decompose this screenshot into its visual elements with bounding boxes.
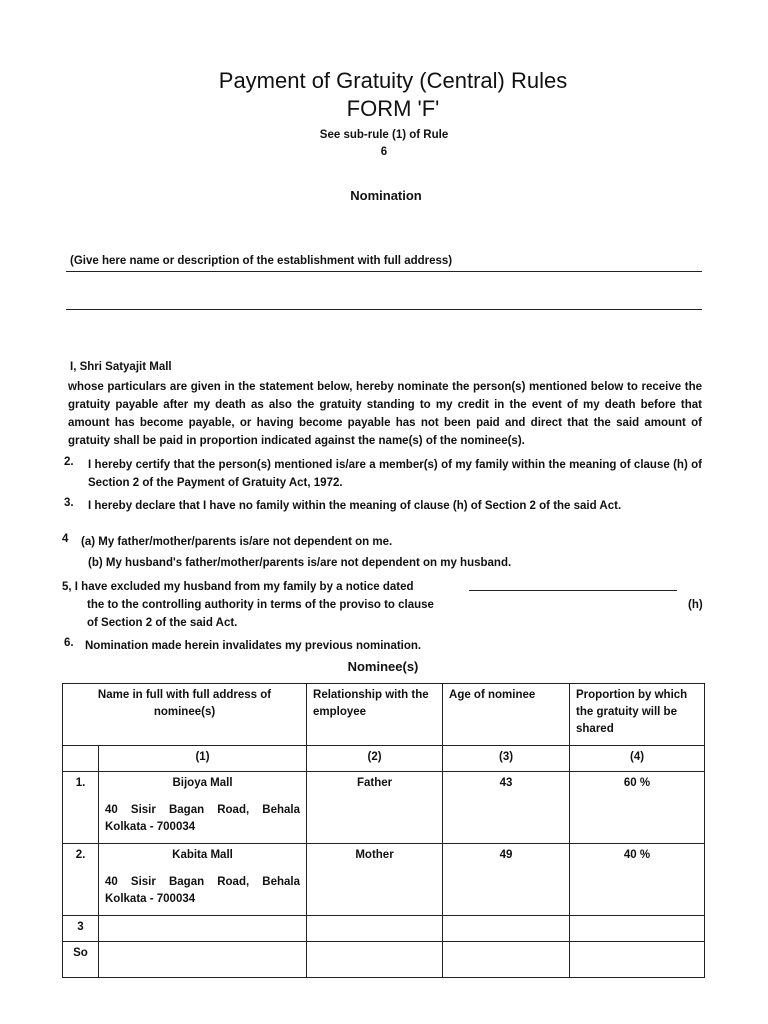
cell-empty — [307, 942, 443, 978]
nomination-paragraph: whose particulars are given in the statement below, hereby nominate the person(s) mentioned below to receive the gratuity payable after my death as also the gratuity standing to my credit in the event of my death before that amount has become payable, or having become payable has not been paid and direct that the said amount of gratuity shall be paid in proportion indicated against the name(s) of the nominee(s). — [68, 381, 702, 447]
establishment-line-2 — [66, 309, 702, 310]
cell-empty — [307, 916, 443, 942]
item-3-number: 3. — [64, 497, 74, 509]
col-number-3: (3) — [443, 746, 570, 772]
establishment-line-1 — [66, 271, 702, 272]
nominee-address: 40 Sisir Bagan Road, Behala Kolkata - 700034 — [105, 876, 301, 905]
nominee-relationship: Father — [307, 772, 443, 844]
item-5-line-3: of Section 2 of the said Act. — [87, 617, 238, 629]
header-name: Name in full with full address of nominee(s) — [63, 684, 307, 746]
row-serial: 2. — [63, 844, 99, 916]
nominee-table — [62, 683, 705, 978]
nominee-cell — [99, 844, 307, 916]
nominee-address: 40 Sisir Bagan Road, Behala Kolkata - 700034 — [105, 804, 301, 833]
subrule-line-1: See sub-rule (1) of Rule — [319, 129, 449, 141]
subrule-line-2: 6 — [380, 146, 388, 158]
col-number-1: (1) — [99, 746, 307, 772]
item-4a-text: (a) My father/mother/parents is/are not dependent on me. — [81, 536, 393, 548]
cell-empty — [570, 942, 705, 978]
notice-date-line — [469, 590, 677, 591]
column-number-row — [63, 746, 705, 772]
nominee-age: 49 — [443, 844, 570, 916]
item-2-number: 2. — [64, 456, 74, 468]
row-serial: 1. — [63, 772, 99, 844]
declarant-name: I, Shri Satyajit Mall — [70, 361, 172, 373]
item-4-number: 4 — [62, 533, 69, 545]
cell-empty — [570, 916, 705, 942]
item-5-line-2: the to the controlling authority in terms of the proviso to clause — [87, 599, 434, 611]
establishment-label: (Give here name or description of the establishment with full address) — [70, 255, 453, 267]
form-name: FORM 'F' — [346, 96, 440, 121]
table-row — [63, 916, 705, 942]
cell-empty — [443, 916, 570, 942]
nominee-age: 43 — [443, 772, 570, 844]
cell-empty — [99, 942, 307, 978]
item-3-text: I hereby declare that I have no family within the meaning of clause (h) of Section 2 of the said Act. — [88, 500, 622, 512]
cell-empty — [99, 916, 307, 942]
nominee-name: Bijoya Mall — [172, 777, 233, 789]
cell-empty — [443, 942, 570, 978]
item-2-text: I hereby certify that the person(s) mentioned is/are a member(s) of my family within the meaning of clause (h) of Section 2 of the Payment of Gratuity Act, 1972. — [88, 459, 702, 489]
subrule-reference — [0, 127, 768, 161]
header-proportion: Proportion by which the gratuity will be shared — [570, 684, 705, 746]
form-title: Payment of Gratuity (Central) Rules — [218, 68, 568, 93]
cell-empty — [63, 746, 99, 772]
table-header-row — [63, 684, 705, 746]
nominees-heading: Nominee(s) — [347, 659, 419, 674]
nominee-cell — [99, 772, 307, 844]
nominee-relationship: Mother — [307, 844, 443, 916]
table-row — [63, 772, 705, 844]
item-5-clause: (h) — [688, 599, 703, 611]
item-6-text: Nomination made herein invalidates my previous nomination. — [85, 640, 422, 652]
item-4b-text: (b) My husband's father/mother/parents is/are not dependent on my husband. — [88, 557, 512, 569]
item-6-number: 6. — [64, 637, 74, 649]
nominee-proportion: 60 % — [570, 772, 705, 844]
header-relationship: Relationship with the employee — [307, 684, 443, 746]
nomination-heading: Nomination — [350, 188, 422, 203]
header-age: Age of nominee — [443, 684, 570, 746]
nominee-proportion: 40 % — [570, 844, 705, 916]
col-number-2: (2) — [307, 746, 443, 772]
row-serial: So — [63, 942, 99, 978]
table-row — [63, 844, 705, 916]
col-number-4: (4) — [570, 746, 705, 772]
item-5-line-1: 5, I have excluded my husband from my family by a notice dated — [62, 581, 414, 593]
nominee-name: Kabita Mall — [172, 849, 233, 861]
row-serial: 3 — [63, 916, 99, 942]
table-row — [63, 942, 705, 978]
